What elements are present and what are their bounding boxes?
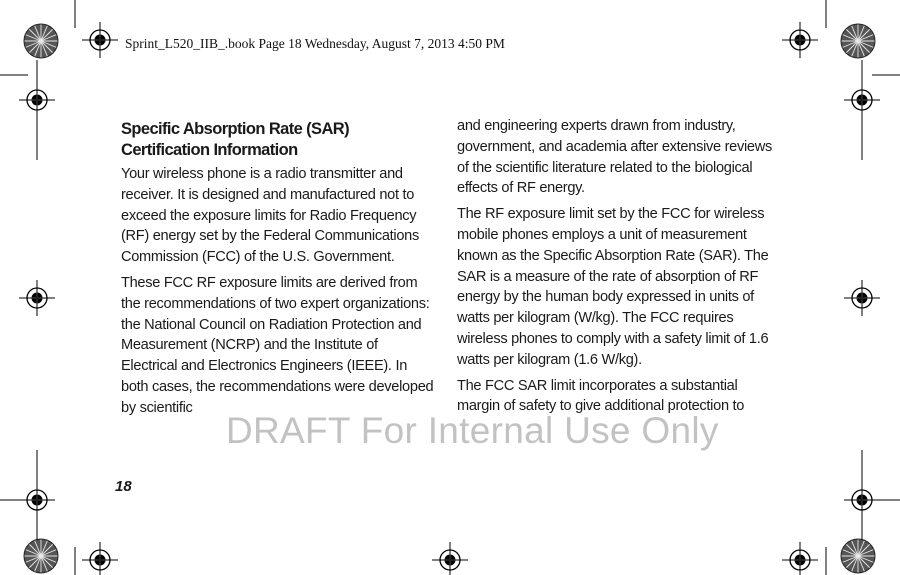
paragraph: Your wireless phone is a radio transmitter and receiver. It is designed and manufactured not to exceed the exposure limits for Radio Frequency (RF) energy set by the Federal Communications Commission (FCC) of the U.S. Government. (121, 166, 419, 266)
registration-mark-bottom-center (432, 542, 468, 575)
corner-star-bottom-left (24, 539, 58, 573)
left-column (121, 116, 437, 424)
registration-mark-right-lower (844, 482, 880, 518)
registration-mark-top-left (82, 22, 118, 58)
registration-mark-left-lower (19, 482, 55, 518)
section-title (121, 119, 437, 161)
draft-watermark: DRAFT For Internal Use Only (226, 410, 719, 451)
paragraph: The RF exposure limit set by the FCC for wireless mobile phones employs a unit of measurement known as the Specific Absorption Rate (SAR). The SAR is a measure of the rate of absorption of RF energy by the human body expressed in units of watts per kilogram (W/kg). The FCC requires wireless phones to comply with a safety limit of 1.6 watts per kilogram (1.6 W/kg). (457, 206, 769, 368)
page-number: 18 (115, 478, 132, 495)
right-column (457, 116, 773, 422)
paragraph: and engineering experts drawn from industry, government, and academia after extensive reviews of the scientific literature related to the biological effects of RF energy. (457, 118, 772, 197)
section-title-line-1: Specific Absorption Rate (SAR) (121, 120, 349, 138)
registration-mark-left-middle (19, 280, 55, 316)
registration-mark-right-upper (844, 82, 880, 118)
corner-star-top-left (24, 24, 58, 58)
registration-mark-bottom-left (82, 542, 118, 575)
section-title-line-2: Certification Information (121, 141, 298, 159)
registration-mark-top-right (782, 22, 818, 58)
paragraph: The FCC SAR limit incorporates a substantial margin of safety to give additional protection to (457, 377, 745, 415)
corner-star-bottom-right (841, 539, 875, 573)
registration-mark-bottom-right (782, 542, 818, 575)
book-header: Sprint_L520_IIB_.book Page 18 Wednesday, August 7, 2013 4:50 PM (125, 36, 505, 51)
corner-star-top-right (841, 24, 875, 58)
registration-mark-right-middle (844, 280, 880, 316)
paragraph: These FCC RF exposure limits are derived from the recommendations of two expert organizations: the National Council on Radiation Protection and Measurement (NCRP) and the Institute of Electrical and Electronics Engineers (IEEE). In both cases, the recommendations were developed by scientific (121, 274, 434, 416)
registration-mark-left-upper (19, 82, 55, 118)
